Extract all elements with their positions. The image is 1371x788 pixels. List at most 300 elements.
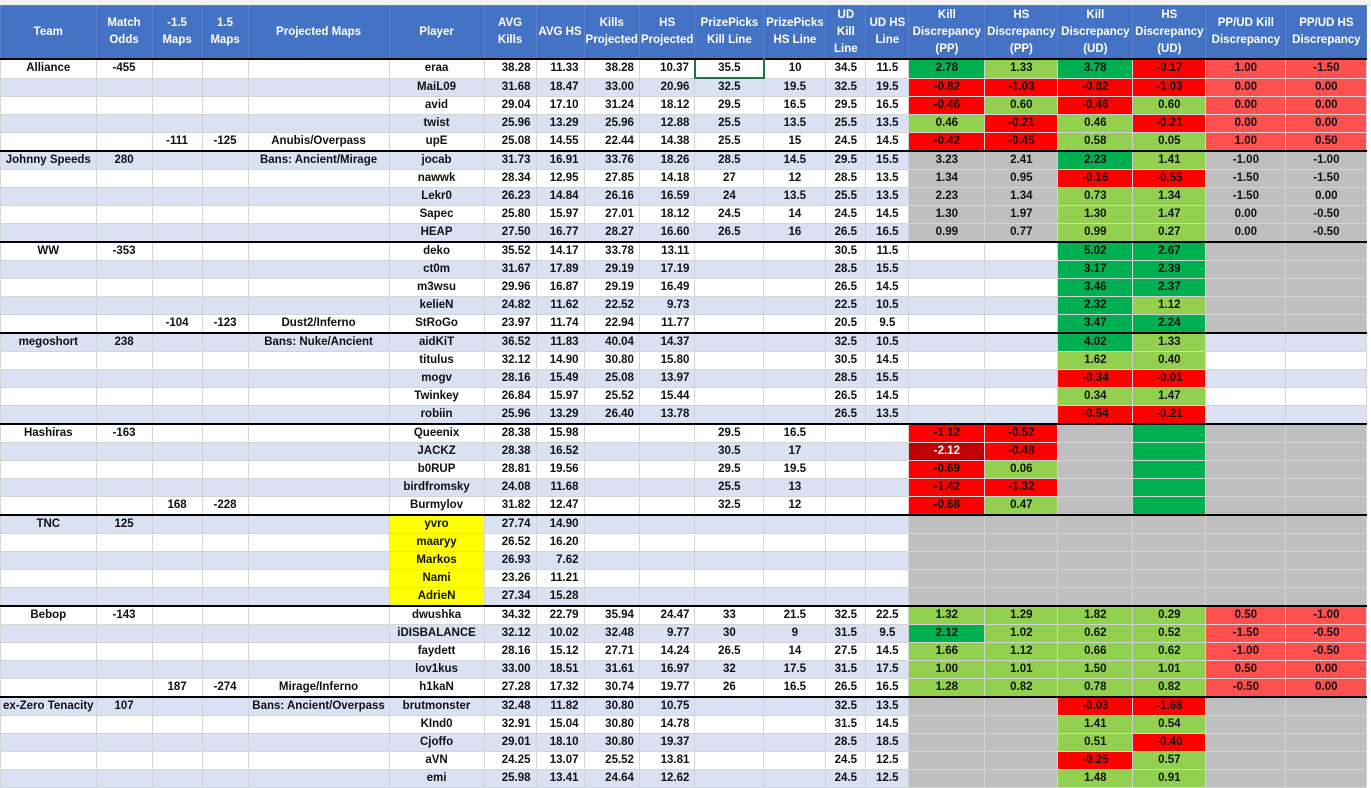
cell-plus-1-5-maps[interactable] [202,370,248,388]
cell-kills-projected[interactable]: 27.85 [584,170,639,188]
cell-plus-1-5-maps[interactable] [202,734,248,752]
cell-avg-kills[interactable]: 25.96 [484,115,536,133]
cell-pp-kill-line[interactable]: 24 [695,188,764,206]
cell-ud-kill-line[interactable]: 32.5 [826,606,866,625]
cell-pp-kill-line[interactable] [695,570,764,588]
cell-minus-1-5-maps[interactable] [152,59,202,78]
cell-ud-kill-line[interactable]: 30.5 [826,352,866,370]
cell-match-odds[interactable] [96,716,152,734]
cell-ppud-kill-disc[interactable] [1206,734,1286,752]
cell-hs-disc-pp[interactable]: 0.82 [985,679,1058,698]
cell-ppud-hs-disc[interactable] [1286,279,1367,297]
cell-hs-projected[interactable]: 16.97 [639,661,694,679]
header-kill-disc-pp[interactable]: Kill Discrepancy (PP) [909,6,985,60]
cell-avg-hs[interactable]: 13.29 [536,406,584,425]
cell-hs-disc-pp[interactable]: 0.47 [985,497,1058,516]
cell-avg-hs[interactable]: 11.83 [536,333,584,352]
cell-minus-1-5-maps[interactable] [152,570,202,588]
cell-hs-disc-ud[interactable] [1133,515,1206,534]
cell-ppud-hs-disc[interactable] [1286,370,1367,388]
cell-kill-disc-ud[interactable]: 3.47 [1058,315,1133,334]
cell-kill-disc-pp[interactable] [909,588,985,607]
cell-hs-projected[interactable]: 14.37 [639,333,694,352]
cell-ppud-hs-disc[interactable] [1286,333,1367,352]
cell-player[interactable]: kelieN [389,297,484,315]
cell-match-odds[interactable]: -455 [96,59,152,78]
cell-ppud-kill-disc[interactable]: 0.00 [1206,78,1286,97]
cell-avg-hs[interactable]: 14.55 [536,133,584,152]
cell-kill-disc-ud[interactable]: 1.50 [1058,661,1133,679]
cell-minus-1-5-maps[interactable] [152,224,202,243]
cell-kills-projected[interactable]: 29.19 [584,279,639,297]
cell-projected-maps[interactable] [248,479,389,497]
cell-ud-hs-line[interactable]: 10.5 [866,333,909,352]
cell-minus-1-5-maps[interactable] [152,661,202,679]
cell-avg-hs[interactable]: 13.07 [536,752,584,770]
cell-pp-hs-line[interactable] [764,333,826,352]
cell-avg-kills[interactable]: 26.52 [484,534,536,552]
cell-pp-kill-line[interactable] [695,333,764,352]
cell-kills-projected[interactable]: 31.24 [584,97,639,115]
cell-ppud-hs-disc[interactable]: -0.50 [1286,643,1367,661]
cell-player[interactable]: Burmylov [389,497,484,516]
cell-kills-projected[interactable]: 31.61 [584,661,639,679]
cell-ppud-hs-disc[interactable] [1286,697,1367,716]
cell-pp-hs-line[interactable]: 13.5 [764,115,826,133]
cell-hs-projected[interactable]: 18.26 [639,151,694,170]
cell-projected-maps[interactable] [248,515,389,534]
cell-team[interactable] [1,315,97,334]
cell-kills-projected[interactable] [584,534,639,552]
cell-player[interactable]: birdfromsky [389,479,484,497]
cell-kill-disc-pp[interactable] [909,370,985,388]
cell-plus-1-5-maps[interactable] [202,78,248,97]
cell-ud-kill-line[interactable]: 25.5 [826,115,866,133]
header-kills-projected[interactable]: Kills Projected [584,6,639,60]
cell-ud-kill-line[interactable]: 26.5 [826,679,866,698]
cell-kill-disc-pp[interactable]: 0.99 [909,224,985,243]
cell-kill-disc-ud[interactable]: 1.62 [1058,352,1133,370]
cell-plus-1-5-maps[interactable] [202,424,248,443]
cell-kill-disc-pp[interactable]: -2.12 [909,443,985,461]
cell-kill-disc-ud[interactable]: 5.02 [1058,242,1133,261]
cell-pp-kill-line[interactable]: 29.5 [695,461,764,479]
cell-kill-disc-ud[interactable]: 1.48 [1058,770,1133,788]
cell-pp-hs-line[interactable]: 14.5 [764,151,826,170]
cell-avg-kills[interactable]: 24.08 [484,479,536,497]
cell-kills-projected[interactable]: 30.80 [584,734,639,752]
cell-avg-kills[interactable]: 33.00 [484,661,536,679]
cell-match-odds[interactable] [96,552,152,570]
cell-avg-kills[interactable]: 28.81 [484,461,536,479]
cell-kills-projected[interactable]: 24.64 [584,770,639,788]
cell-kill-disc-pp[interactable]: 3.23 [909,151,985,170]
cell-team[interactable]: TNC [1,515,97,534]
cell-kills-projected[interactable]: 25.08 [584,370,639,388]
cell-hs-disc-ud[interactable]: -0.01 [1133,370,1206,388]
cell-hs-projected[interactable]: 11.77 [639,315,694,334]
cell-hs-disc-pp[interactable] [985,388,1058,406]
cell-pp-kill-line[interactable] [695,770,764,788]
cell-avg-kills[interactable]: 25.08 [484,133,536,152]
cell-ppud-kill-disc[interactable] [1206,297,1286,315]
cell-hs-disc-ud[interactable] [1133,534,1206,552]
cell-ppud-kill-disc[interactable]: -1.50 [1206,170,1286,188]
cell-hs-disc-ud[interactable]: -0.21 [1133,406,1206,425]
cell-player[interactable]: twist [389,115,484,133]
cell-plus-1-5-maps[interactable] [202,97,248,115]
cell-ud-kill-line[interactable]: 31.5 [826,716,866,734]
cell-hs-disc-ud[interactable]: 2.67 [1133,242,1206,261]
cell-hs-projected[interactable] [639,461,694,479]
cell-kill-disc-pp[interactable]: 2.12 [909,625,985,643]
cell-kills-projected[interactable]: 27.71 [584,643,639,661]
cell-projected-maps[interactable] [248,534,389,552]
cell-team[interactable] [1,133,97,152]
cell-ud-kill-line[interactable]: 26.5 [826,406,866,425]
cell-hs-projected[interactable]: 14.78 [639,716,694,734]
cell-ppud-kill-disc[interactable] [1206,588,1286,607]
cell-pp-hs-line[interactable]: 16.5 [764,424,826,443]
cell-hs-disc-pp[interactable] [985,734,1058,752]
cell-hs-disc-pp[interactable]: 1.34 [985,188,1058,206]
cell-team[interactable] [1,461,97,479]
cell-team[interactable] [1,497,97,516]
cell-team[interactable] [1,224,97,243]
cell-pp-hs-line[interactable] [764,352,826,370]
cell-hs-disc-pp[interactable]: -1.03 [985,78,1058,97]
cell-team[interactable]: megoshort [1,333,97,352]
cell-ppud-kill-disc[interactable]: 0.50 [1206,661,1286,679]
cell-ppud-hs-disc[interactable]: -0.50 [1286,206,1367,224]
cell-pp-kill-line[interactable] [695,261,764,279]
cell-ud-hs-line[interactable] [866,515,909,534]
cell-player[interactable]: Sapec [389,206,484,224]
cell-pp-kill-line[interactable] [695,297,764,315]
cell-plus-1-5-maps[interactable] [202,752,248,770]
cell-ud-kill-line[interactable]: 28.5 [826,734,866,752]
cell-plus-1-5-maps[interactable] [202,643,248,661]
cell-minus-1-5-maps[interactable] [152,388,202,406]
cell-pp-hs-line[interactable] [764,261,826,279]
cell-pp-hs-line[interactable] [764,552,826,570]
cell-kill-disc-pp[interactable] [909,315,985,334]
cell-hs-projected[interactable]: 16.59 [639,188,694,206]
cell-ppud-hs-disc[interactable] [1286,352,1367,370]
cell-projected-maps[interactable] [248,716,389,734]
cell-ppud-kill-disc[interactable]: -1.50 [1206,188,1286,206]
cell-match-odds[interactable] [96,115,152,133]
cell-avg-kills[interactable]: 29.04 [484,97,536,115]
cell-projected-maps[interactable] [248,388,389,406]
cell-pp-hs-line[interactable]: 13.5 [764,188,826,206]
cell-ud-hs-line[interactable]: 16.5 [866,97,909,115]
cell-hs-projected[interactable]: 12.62 [639,770,694,788]
cell-avg-hs[interactable]: 13.41 [536,770,584,788]
cell-ud-kill-line[interactable]: 32.5 [826,78,866,97]
cell-team[interactable] [1,534,97,552]
cell-hs-projected[interactable]: 17.19 [639,261,694,279]
cell-player[interactable]: KInd0 [389,716,484,734]
cell-pp-hs-line[interactable] [764,297,826,315]
cell-kill-disc-ud[interactable]: -0.25 [1058,752,1133,770]
cell-ud-hs-line[interactable]: 22.5 [866,606,909,625]
cell-pp-hs-line[interactable]: 9 [764,625,826,643]
cell-hs-disc-pp[interactable]: 0.60 [985,97,1058,115]
cell-avg-kills[interactable]: 36.52 [484,333,536,352]
cell-team[interactable] [1,716,97,734]
cell-minus-1-5-maps[interactable] [152,188,202,206]
header-match-odds[interactable]: Match Odds [96,6,152,60]
cell-player[interactable]: nawwk [389,170,484,188]
cell-team[interactable] [1,279,97,297]
cell-kill-disc-pp[interactable]: -0.46 [909,97,985,115]
cell-ppud-kill-disc[interactable] [1206,333,1286,352]
cell-ud-hs-line[interactable] [866,443,909,461]
cell-hs-projected[interactable]: 18.12 [639,206,694,224]
cell-ppud-kill-disc[interactable] [1206,388,1286,406]
cell-hs-projected[interactable]: 13.78 [639,406,694,425]
cell-plus-1-5-maps[interactable] [202,443,248,461]
cell-kill-disc-pp[interactable]: -0.42 [909,133,985,152]
cell-ppud-kill-disc[interactable] [1206,242,1286,261]
cell-kill-disc-ud[interactable]: 3.78 [1058,59,1133,78]
cell-ppud-hs-disc[interactable]: -1.00 [1286,606,1367,625]
cell-hs-disc-pp[interactable]: 1.29 [985,606,1058,625]
cell-team[interactable] [1,115,97,133]
cell-hs-disc-ud[interactable]: 1.47 [1133,206,1206,224]
cell-match-odds[interactable] [96,661,152,679]
cell-avg-hs[interactable]: 17.89 [536,261,584,279]
cell-pp-hs-line[interactable] [764,588,826,607]
cell-minus-1-5-maps[interactable] [152,352,202,370]
cell-avg-hs[interactable]: 16.87 [536,279,584,297]
cell-hs-disc-ud[interactable]: -1.03 [1133,78,1206,97]
cell-pp-hs-line[interactable] [764,388,826,406]
cell-match-odds[interactable] [96,97,152,115]
cell-hs-projected[interactable]: 10.75 [639,697,694,716]
cell-hs-projected[interactable] [639,534,694,552]
cell-team[interactable]: Bebop [1,606,97,625]
cell-avg-hs[interactable]: 16.77 [536,224,584,243]
cell-pp-kill-line[interactable]: 29.5 [695,97,764,115]
cell-kill-disc-ud[interactable] [1058,570,1133,588]
cell-ppud-hs-disc[interactable] [1286,770,1367,788]
cell-kills-projected[interactable]: 35.94 [584,606,639,625]
cell-avg-kills[interactable]: 24.82 [484,297,536,315]
cell-projected-maps[interactable] [248,188,389,206]
cell-pp-kill-line[interactable] [695,515,764,534]
cell-minus-1-5-maps[interactable] [152,734,202,752]
cell-ud-hs-line[interactable]: 14.5 [866,716,909,734]
cell-kill-disc-pp[interactable] [909,734,985,752]
cell-ud-hs-line[interactable] [866,552,909,570]
cell-team[interactable] [1,570,97,588]
cell-plus-1-5-maps[interactable] [202,206,248,224]
cell-match-odds[interactable] [96,570,152,588]
cell-hs-disc-ud[interactable] [1133,552,1206,570]
cell-avg-hs[interactable]: 22.79 [536,606,584,625]
cell-pp-hs-line[interactable]: 21.5 [764,606,826,625]
cell-pp-kill-line[interactable]: 25.5 [695,479,764,497]
cell-hs-disc-pp[interactable]: 1.97 [985,206,1058,224]
cell-pp-hs-line[interactable]: 17.5 [764,661,826,679]
cell-kill-disc-ud[interactable] [1058,534,1133,552]
cell-minus-1-5-maps[interactable] [152,151,202,170]
cell-minus-1-5-maps[interactable] [152,279,202,297]
cell-kill-disc-ud[interactable]: 0.34 [1058,388,1133,406]
cell-minus-1-5-maps[interactable] [152,770,202,788]
cell-kill-disc-pp[interactable]: -1.12 [909,424,985,443]
cell-kill-disc-ud[interactable]: 0.46 [1058,115,1133,133]
cell-projected-maps[interactable] [248,370,389,388]
cell-kill-disc-pp[interactable] [909,515,985,534]
cell-avg-hs[interactable]: 14.90 [536,352,584,370]
cell-pp-kill-line[interactable]: 29.5 [695,424,764,443]
cell-pp-kill-line[interactable] [695,279,764,297]
cell-player[interactable]: yvro [389,515,484,534]
cell-ud-hs-line[interactable]: 16.5 [866,224,909,243]
cell-ppud-kill-disc[interactable] [1206,716,1286,734]
cell-ppud-hs-disc[interactable] [1286,570,1367,588]
cell-projected-maps[interactable] [248,261,389,279]
cell-kill-disc-ud[interactable] [1058,515,1133,534]
cell-ppud-kill-disc[interactable]: 0.00 [1206,224,1286,243]
cell-match-odds[interactable] [96,188,152,206]
cell-kill-disc-ud[interactable]: -0.46 [1058,97,1133,115]
cell-pp-kill-line[interactable] [695,370,764,388]
cell-plus-1-5-maps[interactable] [202,697,248,716]
cell-avg-hs[interactable]: 11.68 [536,479,584,497]
cell-hs-projected[interactable]: 18.12 [639,97,694,115]
cell-pp-hs-line[interactable]: 16.5 [764,679,826,698]
cell-avg-kills[interactable]: 34.32 [484,606,536,625]
cell-pp-hs-line[interactable]: 14 [764,206,826,224]
cell-avg-kills[interactable]: 28.16 [484,370,536,388]
cell-plus-1-5-maps[interactable] [202,224,248,243]
cell-plus-1-5-maps[interactable] [202,588,248,607]
cell-avg-kills[interactable]: 28.16 [484,643,536,661]
cell-team[interactable] [1,406,97,425]
cell-team[interactable] [1,443,97,461]
cell-ppud-hs-disc[interactable]: 0.00 [1286,188,1367,206]
cell-pp-kill-line[interactable]: 32.5 [695,497,764,516]
cell-ud-kill-line[interactable]: 26.5 [826,388,866,406]
cell-kill-disc-pp[interactable]: 1.32 [909,606,985,625]
cell-kills-projected[interactable] [584,515,639,534]
cell-ud-hs-line[interactable]: 13.5 [866,170,909,188]
cell-player[interactable]: StRoGo [389,315,484,334]
cell-match-odds[interactable] [96,679,152,698]
cell-ppud-hs-disc[interactable] [1286,588,1367,607]
cell-ppud-kill-disc[interactable]: -1.00 [1206,643,1286,661]
cell-pp-kill-line[interactable] [695,752,764,770]
cell-team[interactable] [1,661,97,679]
cell-kill-disc-ud[interactable] [1058,552,1133,570]
cell-hs-disc-ud[interactable] [1133,443,1206,461]
cell-avg-kills[interactable]: 35.52 [484,242,536,261]
cell-hs-disc-pp[interactable] [985,352,1058,370]
cell-minus-1-5-maps[interactable] [152,297,202,315]
cell-kill-disc-ud[interactable] [1058,479,1133,497]
cell-ppud-hs-disc[interactable] [1286,515,1367,534]
cell-kill-disc-ud[interactable]: 4.02 [1058,333,1133,352]
cell-avg-hs[interactable]: 15.98 [536,424,584,443]
cell-minus-1-5-maps[interactable] [152,406,202,425]
cell-avg-hs[interactable]: 11.74 [536,315,584,334]
cell-projected-maps[interactable] [248,497,389,516]
cell-avg-hs[interactable]: 15.49 [536,370,584,388]
cell-hs-disc-pp[interactable]: 1.01 [985,661,1058,679]
cell-match-odds[interactable] [96,388,152,406]
cell-team[interactable] [1,78,97,97]
cell-ud-hs-line[interactable]: 12.5 [866,770,909,788]
cell-ppud-kill-disc[interactable]: 0.00 [1206,97,1286,115]
cell-kills-projected[interactable] [584,443,639,461]
cell-hs-disc-pp[interactable]: 2.41 [985,151,1058,170]
cell-hs-disc-pp[interactable] [985,406,1058,425]
cell-minus-1-5-maps[interactable] [152,115,202,133]
cell-avg-kills[interactable]: 23.26 [484,570,536,588]
cell-plus-1-5-maps[interactable] [202,461,248,479]
cell-kill-disc-pp[interactable]: 1.34 [909,170,985,188]
cell-match-odds[interactable] [96,206,152,224]
cell-match-odds[interactable]: -143 [96,606,152,625]
cell-ud-kill-line[interactable]: 34.5 [826,59,866,78]
cell-projected-maps[interactable] [248,625,389,643]
cell-avg-hs[interactable]: 15.12 [536,643,584,661]
cell-pp-kill-line[interactable]: 32.5 [695,78,764,97]
cell-ud-hs-line[interactable]: 13.5 [866,406,909,425]
cell-ud-kill-line[interactable]: 29.5 [826,151,866,170]
cell-pp-kill-line[interactable]: 26 [695,679,764,698]
cell-hs-disc-pp[interactable]: 0.77 [985,224,1058,243]
cell-projected-maps[interactable] [248,606,389,625]
cell-team[interactable] [1,643,97,661]
cell-hs-projected[interactable]: 15.44 [639,388,694,406]
cell-minus-1-5-maps[interactable] [152,515,202,534]
cell-hs-projected[interactable]: 14.24 [639,643,694,661]
cell-kills-projected[interactable]: 30.80 [584,697,639,716]
cell-hs-projected[interactable]: 13.97 [639,370,694,388]
cell-projected-maps[interactable]: Dust2/Inferno [248,315,389,334]
cell-ppud-hs-disc[interactable] [1286,734,1367,752]
cell-ppud-hs-disc[interactable] [1286,315,1367,334]
cell-projected-maps[interactable] [248,570,389,588]
cell-match-odds[interactable] [96,352,152,370]
cell-player[interactable]: JACKZ [389,443,484,461]
cell-ppud-hs-disc[interactable]: -1.50 [1286,59,1367,78]
cell-ppud-hs-disc[interactable] [1286,716,1367,734]
cell-ppud-hs-disc[interactable] [1286,479,1367,497]
cell-plus-1-5-maps[interactable]: -274 [202,679,248,698]
cell-match-odds[interactable]: 238 [96,333,152,352]
cell-plus-1-5-maps[interactable] [202,570,248,588]
cell-match-odds[interactable] [96,770,152,788]
cell-player[interactable]: Markos [389,552,484,570]
cell-pp-hs-line[interactable] [764,370,826,388]
cell-avg-kills[interactable]: 27.34 [484,588,536,607]
cell-pp-kill-line[interactable] [695,352,764,370]
cell-avg-hs[interactable]: 15.97 [536,206,584,224]
cell-pp-kill-line[interactable] [695,388,764,406]
cell-avg-hs[interactable]: 15.04 [536,716,584,734]
cell-ud-hs-line[interactable] [866,588,909,607]
cell-ud-kill-line[interactable] [826,588,866,607]
cell-pp-hs-line[interactable] [764,697,826,716]
cell-minus-1-5-maps[interactable] [152,697,202,716]
cell-hs-projected[interactable] [639,443,694,461]
